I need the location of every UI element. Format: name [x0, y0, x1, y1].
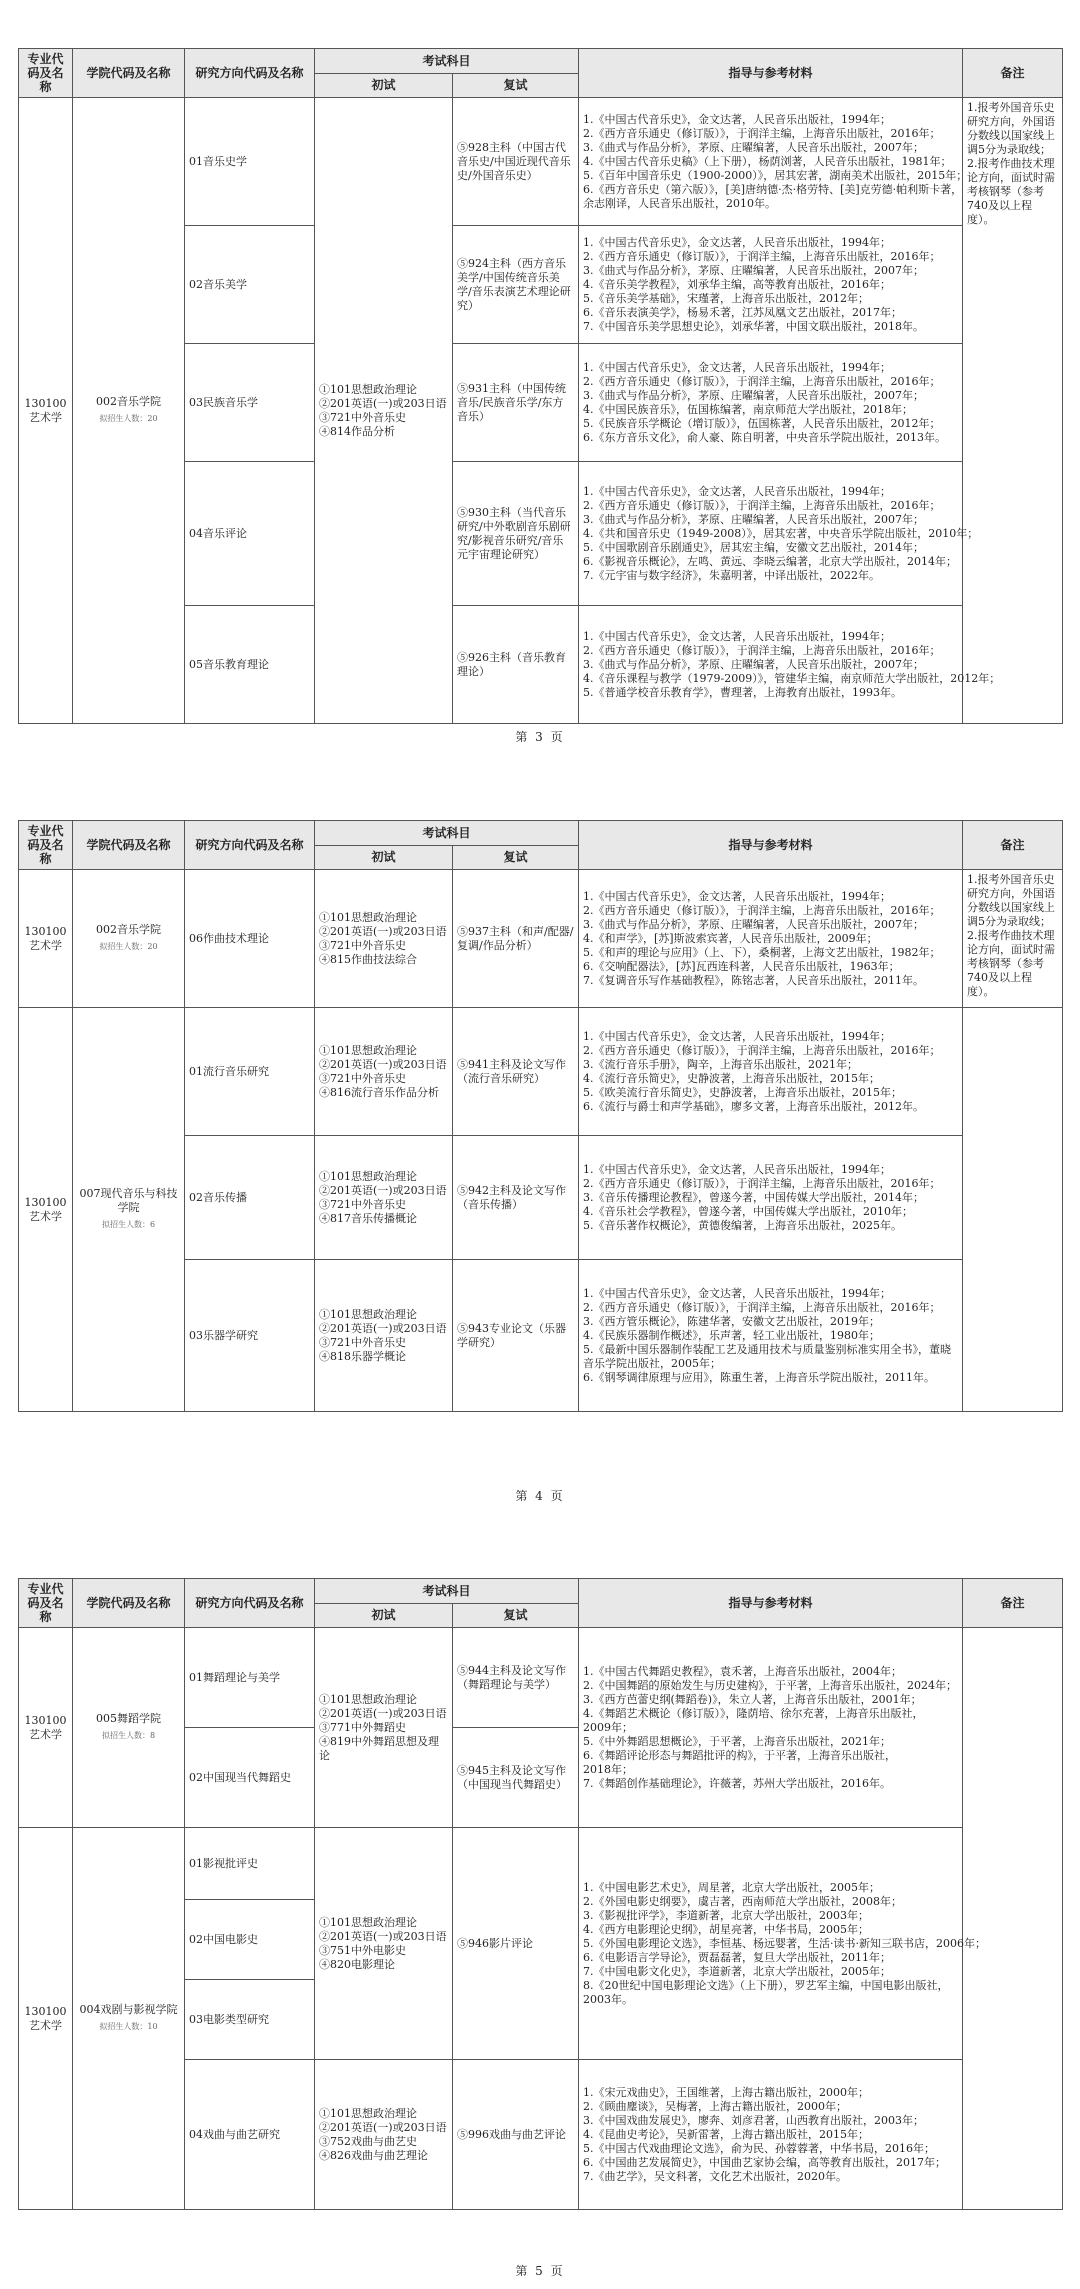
- header-retest: 复试: [453, 73, 579, 98]
- direction-cell: 05音乐教育理论: [185, 606, 315, 724]
- reference-list: [579, 226, 963, 344]
- header-direction: 研究方向代码及名称: [185, 1579, 315, 1628]
- subject: ③721中外音乐史: [319, 1197, 406, 1211]
- college-cell: [73, 98, 185, 724]
- reference-item: 1.《中国古代音乐史》，金文达著，人民音乐出版社，1994年；: [583, 112, 892, 126]
- reference-item: 2.《西方音乐通史（修订版）》，于润洋主编，上海音乐出版社，2016年；: [583, 126, 941, 140]
- reference-list: [579, 1828, 986, 2060]
- subject: ②201英语(一)或203日语: [319, 396, 447, 410]
- retest-subject: ⑤996戏曲与曲艺评论: [453, 2060, 579, 2210]
- reference-item: 1.《中国古代音乐史》，金文达著，人民音乐出版社，1994年；: [583, 360, 892, 374]
- header-direction: 研究方向代码及名称: [185, 821, 315, 870]
- reference-item: 5.《民族音乐学概论（增订版）》，伍国栋著，人民音乐出版社，2012年；: [583, 416, 941, 430]
- header-exam: 考试科目: [315, 49, 579, 74]
- reference-item: 6.《影视音乐概论》，左鸣、黄远、李晓云编著，北京大学出版社，2014年；: [583, 554, 958, 568]
- reference-item: 6.《钢琴调律原理与应用》，陈重生著，上海音乐学院出版社，2011年。: [583, 1370, 936, 1384]
- direction-cell: 01影视批评史: [185, 1828, 315, 1900]
- header-major: 专业代码及名称: [19, 821, 73, 870]
- direction-cell: 01音乐史学: [185, 98, 315, 226]
- reference-item: 3.《曲式与作品分析》，茅原、庄曜编著，人民音乐出版社，2007年；: [583, 657, 925, 671]
- program-table: [18, 48, 1063, 724]
- reference-list: [579, 1628, 963, 1828]
- reference-item: 4.《流行音乐简史》，史静波著，上海音乐出版社，2015年；: [583, 1071, 881, 1085]
- initial-subjects: [315, 1628, 453, 1828]
- major-cell: 130100 艺术学: [19, 1628, 73, 1828]
- reference-list: [579, 1260, 963, 1412]
- reference-item: 3.《流行音乐手册》，陶辛，上海音乐出版社，2021年；: [583, 1057, 859, 1071]
- subject: ④820电影理论: [319, 1957, 395, 1971]
- major-cell: 130100 艺术学: [19, 1008, 73, 1412]
- major-cell: 130100 艺术学: [19, 1828, 73, 2210]
- retest-subject: ⑤941主科及论文写作（流行音乐研究）: [453, 1008, 579, 1136]
- program-table: [18, 1578, 1063, 2210]
- reference-item: 1.《中国电影艺术史》，周星著，北京大学出版社，2005年；: [583, 1880, 881, 1894]
- reference-item: 1.《中国古代音乐史》，金文达著，人民音乐出版社，1994年；: [583, 1286, 892, 1300]
- remark-cell: 1.报考外国音乐史研究方向，外国语分数线以国家线上调5分为录取线； 2.报考作曲技术理论方向，面试时需考核钢琴（参考740及以上程度）。: [963, 870, 1063, 1008]
- reference-item: 5.《中国歌剧音乐剧通史》，居其宏主编，安徽文艺出版社，2014年；: [583, 540, 925, 554]
- reference-item: 1.《中国古代音乐史》，金文达著，人民音乐出版社，1994年；: [583, 1029, 892, 1043]
- reference-item: 2.《西方音乐通史（修订版）》，于润洋主编，上海音乐出版社，2016年；: [583, 249, 941, 263]
- header-exam: 考试科目: [315, 821, 579, 846]
- retest-subject: ⑤924主科（西方音乐美学/中国传统音乐美学/音乐表演艺术理论研究）: [453, 226, 579, 344]
- initial-subjects: [315, 1136, 453, 1260]
- subject: ④819中外舞蹈思想及理论: [319, 1734, 439, 1762]
- major-cell: 130100 艺术学: [19, 870, 73, 1008]
- retest-subject: ⑤930主科（当代音乐研究/中外歌剧音乐剧研究/影视音乐研究/音乐元宇宙理论研究）: [453, 462, 579, 606]
- subject: ①101思想政治理论: [319, 1043, 417, 1057]
- reference-item: 3.《曲式与作品分析》，茅原、庄曜编著，人民音乐出版社，2007年；: [583, 263, 925, 277]
- subject: ①101思想政治理论: [319, 1307, 417, 1321]
- subject: ②201英语(一)或203日语: [319, 1057, 447, 1071]
- page-number: 第 3 页: [515, 730, 565, 744]
- reference-item: 2.《西方音乐通史（修订版）》，于润洋主编，上海音乐出版社，2016年；: [583, 1300, 941, 1314]
- reference-item: 1.《宋元戏曲史》，王国维著，上海古籍出版社，2000年；: [583, 2085, 870, 2099]
- subject: ①101思想政治理论: [319, 910, 417, 924]
- reference-list: [579, 462, 979, 606]
- reference-item: 2.《西方音乐通史（修订版）》，于润洋主编，上海音乐出版社，2016年；: [583, 643, 941, 657]
- reference-list: [579, 2060, 963, 2210]
- header-direction: 研究方向代码及名称: [185, 49, 315, 98]
- subject: ②201英语(一)或203日语: [319, 1183, 447, 1197]
- reference-item: 2018年；: [583, 1762, 634, 1776]
- reference-item: 1.《中国古代音乐史》，金文达著，人民音乐出版社，1994年；: [583, 889, 892, 903]
- reference-item: 5.《中国古代戏曲理论文选》，俞为民、孙蓉蓉著，中华书局，2016年；: [583, 2141, 936, 2155]
- program-table: [18, 820, 1063, 1412]
- reference-item: 3.《音乐传播理论教程》，曾遂今著，中国传媒大学出版社，2014年；: [583, 1190, 925, 1204]
- subject: ③751中外电影史: [319, 1943, 406, 1957]
- reference-list: [579, 606, 1001, 724]
- retest-subject: ⑤944主科及论文写作（舞蹈理论与美学）: [453, 1628, 579, 1728]
- reference-item: 4.《音乐美学教程》，刘承华主编，高等教育出版社，2016年；: [583, 277, 892, 291]
- reference-list: [579, 1136, 963, 1260]
- reference-item: 4.《中国民族音乐》，伍国栋编著，南京师范大学出版社，2018年；: [583, 402, 914, 416]
- header-college: 学院代码及名称: [73, 49, 185, 98]
- reference-item: 1.《中国古代音乐史》，金文达著，人民音乐出版社，1994年；: [583, 235, 892, 249]
- college-name: 005舞蹈学院: [96, 1712, 161, 1725]
- retest-subject: ⑤931主科（中国传统音乐/民族音乐学/东方音乐）: [453, 344, 579, 462]
- reference-item: 3.《曲式与作品分析》，茅原、庄曜编著，人民音乐出版社，2007年；: [583, 388, 925, 402]
- college-name: 004戏剧与影视学院: [79, 2003, 178, 2016]
- page-5-table: [18, 1578, 1062, 2210]
- reference-list: [579, 870, 963, 1008]
- reference-item: 3.《曲式与作品分析》，茅原、庄曜编著，人民音乐出版社，2007年；: [583, 917, 925, 931]
- reference-item: 5.《欧美流行音乐简史》，史静波著，上海音乐出版社，2015年；: [583, 1085, 903, 1099]
- subject: ③721中外音乐史: [319, 410, 406, 424]
- college-quota: 拟招生人数：10: [99, 2022, 158, 2031]
- subject: ①101思想政治理论: [319, 2106, 417, 2120]
- college-cell: [73, 870, 185, 1008]
- direction-cell: 02音乐美学: [185, 226, 315, 344]
- subject: ④816流行音乐作品分析: [319, 1085, 439, 1099]
- reference-item: 7.《舞蹈创作基础理论》，许薇著，苏州大学出版社，2016年。: [583, 1776, 892, 1790]
- page-4-table: [18, 820, 1062, 1412]
- reference-item: 4.《音乐社会学教程》，曾遂今著，中国传媒大学出版社，2010年；: [583, 1204, 914, 1218]
- header-retest: 复试: [453, 1603, 579, 1628]
- reference-item: 2.《西方音乐通史（修订版）》，于润洋主编，上海音乐出版社，2016年；: [583, 1043, 941, 1057]
- header-refs: 指导与参考材料: [579, 49, 963, 98]
- direction-cell: 03民族音乐学: [185, 344, 315, 462]
- reference-item: 2.《外国电影史纲要》，虞吉著，西南师范大学出版社，2008年；: [583, 1894, 903, 1908]
- subject: ②201英语(一)或203日语: [319, 1321, 447, 1335]
- direction-cell: 02中国现当代舞蹈史: [185, 1728, 315, 1828]
- reference-item: 2.《西方音乐通史（修订版）》，于润洋主编，上海音乐出版社，2016年；: [583, 498, 941, 512]
- reference-item: 1.《中国古代音乐史》，金文达著，人民音乐出版社，1994年；: [583, 1162, 892, 1176]
- reference-item: 5.《音乐美学基础》，宋瑾著，上海音乐出版社，2012年；: [583, 291, 870, 305]
- subject: ①101思想政治理论: [319, 1169, 417, 1183]
- subject: ③721中外音乐史: [319, 938, 406, 952]
- initial-subjects: [315, 1008, 453, 1136]
- reference-item: 6.《音乐表演美学》，杨易禾著，江苏凤凰文艺出版社，2017年；: [583, 305, 903, 319]
- college-cell: [73, 1628, 185, 1828]
- header-major: 专业代码及名称: [19, 1579, 73, 1628]
- reference-item: 4.《中国古代音乐史稿》（上下册），杨荫浏著，人民音乐出版社，1981年；: [583, 154, 952, 168]
- initial-subjects: [315, 98, 453, 724]
- retest-subject: ⑤937主科（和声/配器/复调/作品分析）: [453, 870, 579, 1008]
- reference-item: 4.《和声学》，[苏]斯波索宾著，人民音乐出版社，2009年；: [583, 931, 878, 945]
- initial-subjects: [315, 2060, 453, 2210]
- reference-item: 5.《百年中国音乐史（1900-2000）》，居其宏著，湖南美术出版社，2015年；: [583, 168, 968, 182]
- reference-item: 3.《曲式与作品分析》，茅原、庄曜编著，人民音乐出版社，2007年；: [583, 140, 925, 154]
- subject: ④814作品分析: [319, 424, 395, 438]
- reference-item: 7.《复调音乐写作基础教程》，陈铭志著，人民音乐出版社，2011年。: [583, 973, 925, 987]
- retest-subject: ⑤942主科及论文写作（音乐传播）: [453, 1136, 579, 1260]
- reference-item: 7.《元宇宙与数字经济》，朱嘉明著，中译出版社，2022年。: [583, 568, 881, 582]
- college-cell: [73, 1008, 185, 1412]
- direction-cell: 03电影类型研究: [185, 1980, 315, 2060]
- page-number: 第 4 页: [515, 1489, 565, 1503]
- reference-item: 3.《影视批评学》，李道新著，北京大学出版社，2003年；: [583, 1908, 870, 1922]
- college-quota: 拟招生人数：8: [101, 1731, 156, 1740]
- retest-subject: ⑤943专业论文（乐器学研究）: [453, 1260, 579, 1412]
- reference-item: 4.《民族乐器制作概述》，乐声著，轻工业出版社，1980年；: [583, 1328, 881, 1342]
- subject: ②201英语(一)或203日语: [319, 924, 447, 938]
- direction-cell: 06作曲技术理论: [185, 870, 315, 1008]
- reference-item: 6.《舞蹈评论形态与舞蹈批评的构》，于平著，上海音乐出版社，: [583, 1748, 897, 1762]
- page-3-table: [18, 48, 1062, 724]
- college-quota: 拟招生人数：20: [99, 414, 158, 423]
- college-name: 002音乐学院: [96, 395, 161, 408]
- reference-item: 5.《最新中国乐器制作装配工艺及通用技术与质量鉴别标准实用全书》，董晓: [583, 1342, 952, 1356]
- header-note: 备注: [963, 1579, 1063, 1628]
- reference-list: [579, 344, 963, 462]
- initial-subjects: [315, 870, 453, 1008]
- reference-item: 6.《交响配器法》，[苏]瓦西连科著，人民音乐出版社，1963年；: [583, 959, 900, 973]
- reference-list: [579, 98, 968, 226]
- reference-item: 2.《西方音乐通史（修订版）》，于润洋主编，上海音乐出版社，2016年；: [583, 903, 941, 917]
- header-initial: 初试: [315, 845, 453, 870]
- subject: ②201英语(一)或203日语: [319, 1706, 447, 1720]
- subject: ④815作曲技法综合: [319, 952, 417, 966]
- major-cell: 130100 艺术学: [19, 98, 73, 724]
- reference-list: [579, 1008, 963, 1136]
- direction-cell: 04音乐评论: [185, 462, 315, 606]
- direction-cell: 01舞蹈理论与美学: [185, 1628, 315, 1728]
- subject: ①101思想政治理论: [319, 1692, 417, 1706]
- college-name: 002音乐学院: [96, 923, 161, 936]
- reference-item: 1.《中国古代音乐史》，金文达著，人民音乐出版社，1994年；: [583, 484, 892, 498]
- remark-cell-empty: [963, 1628, 1063, 2210]
- retest-subject: ⑤928主科（中国古代音乐史/中国近现代音乐史/外国音乐史）: [453, 98, 579, 226]
- reference-item: 6.《电影语言学导论》，贾磊磊著，复旦大学出版社，2011年；: [583, 1950, 892, 1964]
- reference-item: 4.《共和国音乐史（1949-2008）》，居其宏著，中央音乐学院出版社，2010年；: [583, 526, 979, 540]
- subject: ③771中外舞蹈史: [319, 1720, 406, 1734]
- retest-subject: ⑤945主科及论文写作（中国现当代舞蹈史）: [453, 1728, 579, 1828]
- remark-cell-empty: [963, 1008, 1063, 1412]
- reference-item: 音乐学院出版社，2005年；: [583, 1356, 722, 1370]
- reference-item: 7.《曲艺学》，吴文科著，文化艺术出版社，2020年。: [583, 2169, 848, 2183]
- initial-subjects: [315, 1260, 453, 1412]
- reference-item: 8.《20世纪中国电影理论文选》（上下册），罗艺军主编，中国电影出版社，: [583, 1978, 949, 1992]
- reference-item: 2009年；: [583, 1720, 634, 1734]
- reference-item: 4.《西方电影理论史纲》，胡星亮著，中华书局，2005年；: [583, 1922, 870, 1936]
- header-initial: 初试: [315, 1603, 453, 1628]
- college-cell: [73, 1828, 185, 2210]
- retest-subject: ⑤946影片评论: [453, 1828, 579, 2060]
- reference-item: 1.《中国古代舞蹈史教程》，袁禾著，上海音乐出版社，2004年；: [583, 1664, 903, 1678]
- subject: ④817音乐传播概论: [319, 1211, 417, 1225]
- reference-item: 余志刚译，人民音乐出版社，2010年。: [583, 196, 777, 210]
- header-initial: 初试: [315, 73, 453, 98]
- remark-cell: 1.报考外国音乐史研究方向，外国语分数线以国家线上调5分为录取线； 2.报考作曲技术理论方向，面试时需考核钢琴（参考740及以上程度）。: [963, 98, 1063, 724]
- subject: ③752戏曲与曲艺史: [319, 2134, 417, 2148]
- reference-item: 4.《舞蹈艺术概论（修订版）》，隆荫培、徐尔充著，上海音乐出版社，: [583, 1706, 924, 1720]
- direction-cell: 02音乐传播: [185, 1136, 315, 1260]
- header-college: 学院代码及名称: [73, 821, 185, 870]
- subject: ①101思想政治理论: [319, 1915, 417, 1929]
- reference-item: 5.《中外舞蹈思想概论》，于平著，上海音乐出版社，2021年；: [583, 1734, 892, 1748]
- header-college: 学院代码及名称: [73, 1579, 185, 1628]
- reference-item: 3.《中国戏曲发展史》，廖奔、刘彦君著，山西教育出版社，2003年；: [583, 2113, 925, 2127]
- subject: ②201英语(一)或203日语: [319, 1929, 447, 1943]
- reference-item: 5.《音乐著作权概论》，黄德俊编著，上海音乐出版社，2025年。: [583, 1218, 903, 1232]
- reference-item: 7.《中国电影文化史》，李道新著，北京大学出版社，2005年；: [583, 1964, 892, 1978]
- reference-item: 2.《西方音乐通史（修订版）》，于润洋主编，上海音乐出版社，2016年；: [583, 1176, 941, 1190]
- direction-cell: 03乐器学研究: [185, 1260, 315, 1412]
- subject: ①101思想政治理论: [319, 382, 417, 396]
- header-note: 备注: [963, 49, 1063, 98]
- reference-item: 6.《中国曲艺发展简史》，中国曲艺家协会编，高等教育出版社，2017年；: [583, 2155, 947, 2169]
- retest-subject: ⑤926主科（音乐教育理论）: [453, 606, 579, 724]
- header-refs: 指导与参考材料: [579, 1579, 963, 1628]
- reference-item: 5.《外国电影理论文选》，李恒基、杨远婴著，生活·读书·新知三联书店，2006年；: [583, 1936, 986, 1950]
- header-major: 专业代码及名称: [19, 49, 73, 98]
- header-note: 备注: [963, 821, 1063, 870]
- college-name: 007现代音乐与科技学院: [79, 1187, 178, 1214]
- header-refs: 指导与参考材料: [579, 821, 963, 870]
- reference-item: 2.《中国舞蹈的原始发生与历史建构》，于平著，上海音乐出版社，2024年；: [583, 1678, 958, 1692]
- subject: ④818乐器学概论: [319, 1349, 406, 1363]
- direction-cell: 02中国电影史: [185, 1900, 315, 1980]
- reference-item: 7.《中国音乐美学思想史论》，刘承华著，中国文联出版社，2018年。: [583, 319, 925, 333]
- reference-item: 1.《中国古代音乐史》，金文达著，人民音乐出版社，1994年；: [583, 629, 892, 643]
- reference-item: 2003年。: [583, 1992, 634, 2006]
- direction-cell: 04戏曲与曲艺研究: [185, 2060, 315, 2210]
- subject: ②201英语(一)或203日语: [319, 2120, 447, 2134]
- reference-item: 6.《东方音乐文化》，俞人豪、陈自明著，中央音乐学院出版社，2013年。: [583, 430, 947, 444]
- reference-item: 6.《西方音乐史（第六版）》，[美]唐纳德·杰·格劳特、[美]克劳德·帕利斯卡著，: [583, 182, 963, 196]
- subject: ③721中外音乐史: [319, 1071, 406, 1085]
- header-retest: 复试: [453, 845, 579, 870]
- reference-item: 3.《西方芭蕾史纲(舞蹈卷)》，朱立人著，上海音乐出版社，2001年；: [583, 1692, 922, 1706]
- college-quota: 拟招生人数：20: [99, 942, 158, 951]
- college-quota: 拟招生人数：6: [101, 1220, 156, 1229]
- reference-item: 2.《顾曲麈谈》，吴梅著，上海古籍出版社，2000年；: [583, 2099, 848, 2113]
- reference-item: 3.《西方管乐概论》，陈建华著，安徽文艺出版社，2019年；: [583, 1314, 881, 1328]
- reference-item: 4.《音乐课程与教学（1979-2009）》，管建华主编，南京师范大学出版社，2012年；: [583, 671, 1001, 685]
- page-number: 第 5 页: [515, 2264, 565, 2278]
- reference-item: 6.《流行与爵士和声学基础》，廖多文著，上海音乐出版社，2012年。: [583, 1099, 925, 1113]
- subject: ④826戏曲与曲艺理论: [319, 2148, 428, 2162]
- reference-item: 2.《西方音乐通史（修订版）》，于润洋主编，上海音乐出版社，2016年；: [583, 374, 941, 388]
- initial-subjects: [315, 1828, 453, 2060]
- reference-item: 5.《普通学校音乐教育学》，曹理著，上海教育出版社，1993年。: [583, 685, 903, 699]
- direction-cell: 01流行音乐研究: [185, 1008, 315, 1136]
- subject: ③721中外音乐史: [319, 1335, 406, 1349]
- reference-item: 5.《和声的理论与应用》（上、下），桑桐著，上海文艺出版社，1982年；: [583, 945, 941, 959]
- reference-item: 4.《昆曲史考论》，吴新雷著，上海古籍出版社，2015年；: [583, 2127, 870, 2141]
- reference-item: 3.《曲式与作品分析》，茅原、庄曜编著，人民音乐出版社，2007年；: [583, 512, 925, 526]
- header-exam: 考试科目: [315, 1579, 579, 1604]
